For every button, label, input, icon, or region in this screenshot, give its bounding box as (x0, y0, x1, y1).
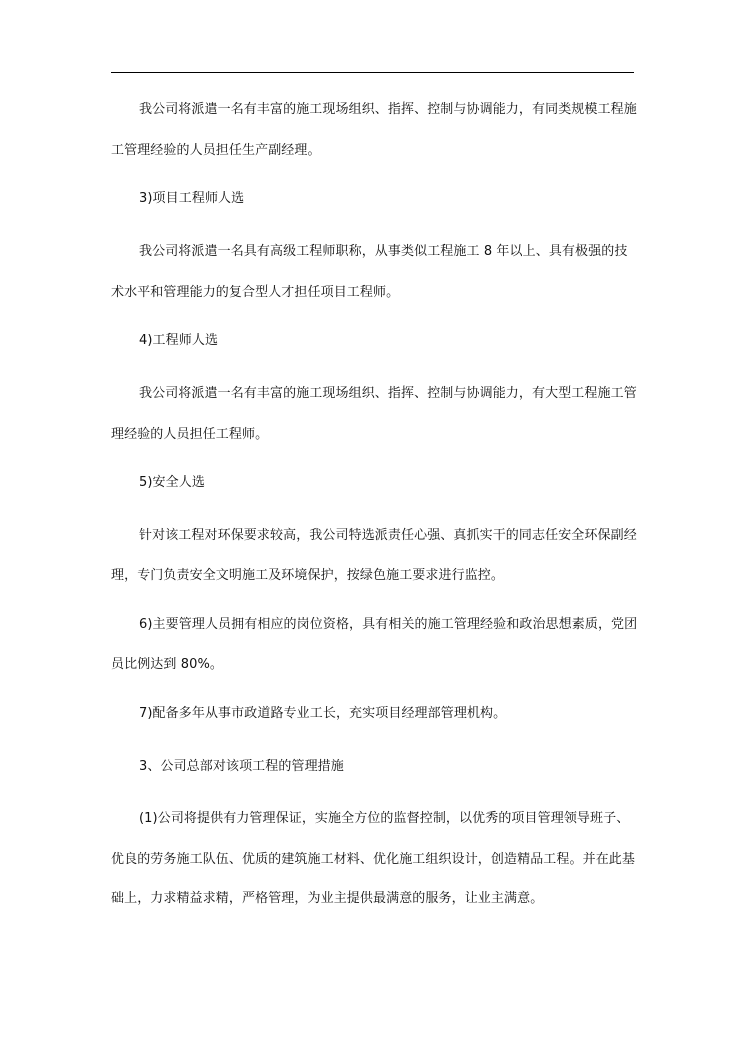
paragraph-line: 理经验的人员担任工程师。 (111, 427, 269, 442)
paragraph-line: 7)配备多年从事市政道路专业工长，充实项目经理部管理机构。 (139, 706, 507, 721)
paragraph-line: 工管理经验的人员担任生产副经理。 (111, 143, 321, 158)
paragraph-line: 员比例达到 80%。 (111, 657, 224, 672)
paragraph-line: 术水平和管理能力的复合型人才担任项目工程师。 (111, 285, 400, 300)
paragraph-line: 针对该工程对环保要求较高，我公司特选派责任心强、真抓实干的同志任安全环保副经 (139, 528, 637, 543)
paragraph-line: (1)公司将提供有力管理保证，实施全方位的监督控制，以优秀的项目管理领导班子、 (139, 811, 630, 826)
paragraph-line: 我公司将派遣一名有丰富的施工现场组织、指挥、控制与协调能力，有同类规模工程施 (139, 102, 637, 117)
paragraph-line: 6)主要管理人员拥有相应的岗位资格，具有相关的施工管理经验和政治思想素质，党团 (139, 617, 638, 632)
section-heading: 3、公司总部对该项工程的管理措施 (139, 759, 344, 774)
section-heading: 3)项目工程师人选 (139, 191, 245, 206)
paragraph-line: 我公司将派遣一名具有高级工程师职称，从事类似工程施工 8 年以上、具有极强的技 (139, 244, 628, 259)
header-rule (111, 72, 634, 73)
paragraph-line: 础上，力求精益求精，严格管理，为业主提供最满意的服务，让业主满意。 (111, 891, 544, 906)
paragraph-line: 我公司将派遣一名有丰富的施工现场组织、指挥、控制与协调能力，有大型工程施工管 (139, 386, 637, 401)
paragraph-line: 优良的劳务施工队伍、优质的建筑施工材料、优化施工组织设计，创造精品工程。并在此基 (111, 852, 636, 867)
paragraph-line: 理，专门负责安全文明施工及环境保护，按绿色施工要求进行监控。 (111, 568, 505, 583)
section-heading: 5)安全人选 (139, 475, 205, 490)
section-heading: 4)工程师人选 (139, 333, 219, 348)
